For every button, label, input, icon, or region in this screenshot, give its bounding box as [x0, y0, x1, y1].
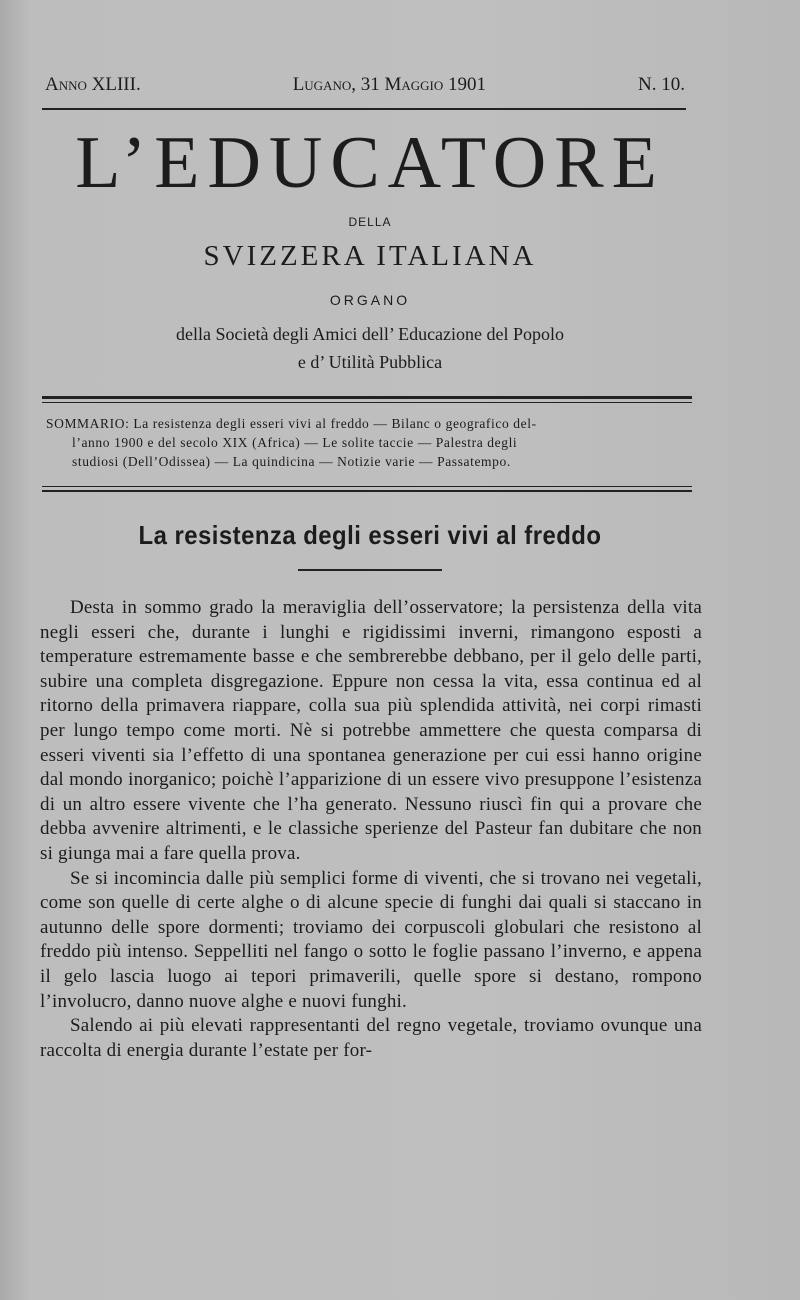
masthead-society: [0, 320, 740, 376]
summary-line-2: l’anno 1900 e del secolo XIX (Africa) — Le solite taccie — Palestra degli: [72, 435, 518, 450]
masthead-organo: ORGANO: [329, 292, 411, 308]
society-line-2: e d’ Utilità Pubblica: [297, 352, 443, 372]
article-body: [40, 596, 702, 1063]
masthead-rule-thin: [42, 402, 692, 403]
summary-rule-bottom: [42, 490, 692, 492]
masthead-title: L’EDUCATORE: [75, 122, 665, 204]
header-rule: [42, 108, 686, 110]
masthead-della: DELLA: [348, 215, 392, 229]
article-title: La resistenza degli esseri vivi al freddo: [138, 520, 602, 550]
article-paragraph: Salendo ai più elevati rappresentanti del regno vegetale, troviamo ovunque una raccolta di energia durante l’estate per for-: [40, 1015, 702, 1061]
masthead-subtitle: SVIZZERA ITALIANA: [203, 240, 537, 272]
society-line-1: della Società degli Amici dell’ Educazione del Popolo: [175, 324, 565, 344]
summary-line-1: SOMMARIO: La resistenza degli esseri vivi al freddo — Bilanc o geografico del-: [46, 416, 537, 431]
place-date: Lugano, 31 Maggio 1901: [292, 74, 487, 95]
issue-header: [45, 74, 685, 96]
summary-rule-top: [42, 486, 692, 487]
year-label: Anno XLIII.: [45, 74, 141, 95]
summary-line-3: studiosi (Dell’Odissea) — La quindicina — Notizie varie — Passatempo.: [72, 454, 511, 469]
issue-number: N. 10.: [638, 74, 685, 95]
article-title-rule: [298, 569, 442, 571]
article-paragraph: Se si incomincia dalle più semplici forme di viventi, che si trovano nei vegetali, come son quelle di certe alghe o di alcune specie di funghi dai quali si staccano in autunno delle spore dormenti; troviamo dei corpuscoli globulari che resistono al freddo più intenso. Seppelliti nel fango o sotto le foglie passano l’inverno, e appena il gelo lascia luogo ai tepori primaverili, quelle spore si destano, rompono l’involucro, danno nuove alghe e nuovi funghi.: [40, 867, 702, 1012]
masthead-rule-thick: [42, 396, 692, 399]
article-paragraph: Desta in sommo grado la meraviglia dell’osservatore; la persistenza della vita negli esseri che, durante i lunghi e rigidissimi inverni, rimangono esposti a temperature estremamente basse e che sembrerebbe debbano, per il gelo delle parti, subire una completa disgregazione. Eppure non cessa la vita, essa continua ed al ritorno della primavera riappare, colla sua più splendida attività, nei corpi rimasti per lungo tempo come morti. Nè si potrebbe ammettere che questa comparsa di esseri viventi sia l’effetto di una spontanea generazione per cui essi hanno origine dal mondo inorganico; poichè l’apparizione di un essere vivo presuppone l’esistenza di un altro essere vivente che l’ha generato. Nessuno riuscì fin qui a provare che debba avvenire altrimenti, e le classiche sperienze del Pasteur fan dubitare che non si giunga mai a fare quella prova.: [40, 597, 702, 864]
summary-box: [46, 414, 696, 471]
